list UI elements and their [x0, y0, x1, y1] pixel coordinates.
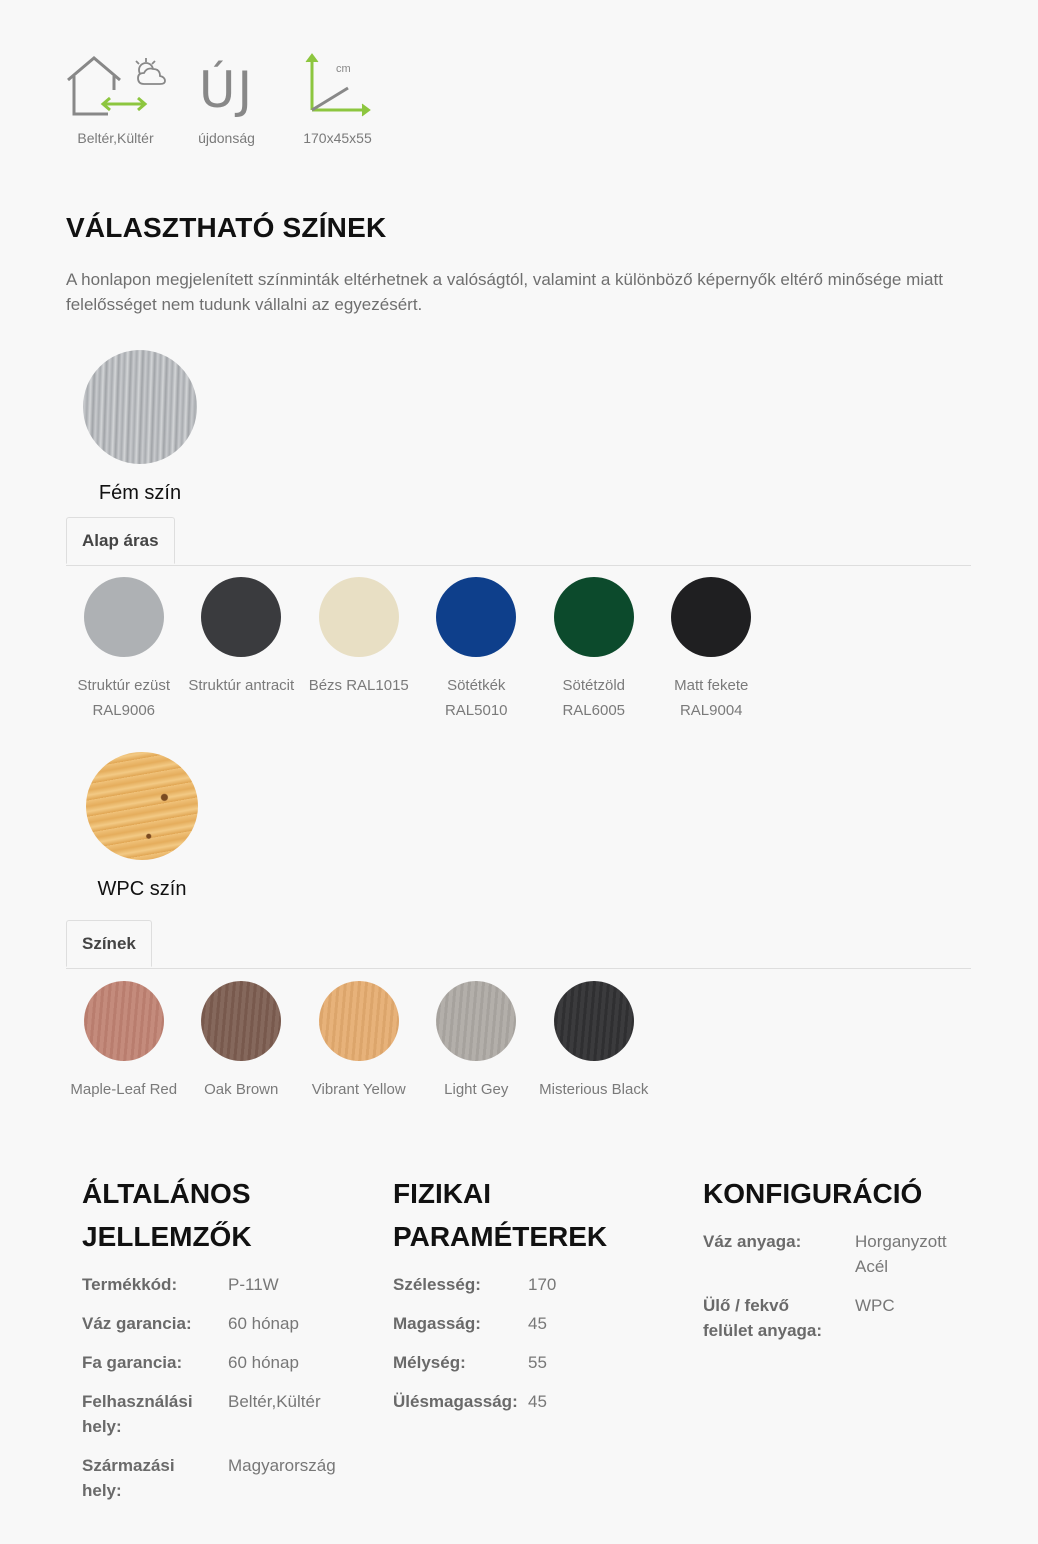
swatch-circle[interactable] — [671, 577, 751, 657]
spec-row: Mélység: 55 — [393, 1353, 547, 1372]
spec-row: Váz anyaga: Horganyzott Acél — [703, 1232, 947, 1276]
feature-new — [171, 40, 282, 146]
swatch-maple-leaf-red[interactable] — [65, 981, 183, 1102]
metal-texture-swatch — [83, 350, 197, 464]
swatch-struktur-ezust[interactable] — [65, 577, 183, 723]
swatch-circle[interactable] — [436, 577, 516, 657]
tab-alap-aras[interactable]: Alap áras — [66, 517, 175, 564]
swatch-sotetzold[interactable] — [535, 577, 653, 723]
dimensions-axes-icon — [298, 48, 378, 118]
swatch-struktur-antracit[interactable] — [183, 577, 301, 723]
colors-disclaimer: A honlapon megjelenített színminták eltérhetnek a valóságtól, valamint a különböző képernyők eltérő minősége miatt felelősséget nem tudunk vállalni az egyezésért. — [66, 270, 943, 314]
spec-row: Váz garancia: 60 hónap — [82, 1314, 299, 1333]
swatch-name: Oak Brown — [204, 1081, 279, 1098]
swatch-code: RAL9006 — [92, 702, 156, 719]
colors-section-title: VÁLASZTHATÓ SZÍNEK — [66, 212, 387, 243]
swatch-bezs[interactable] — [300, 577, 418, 723]
swatch-name: Light Gey — [444, 1081, 509, 1098]
wpc-swatches — [65, 981, 653, 1102]
swatch-name: Bézs RAL1015 — [308, 677, 409, 694]
swatch-name: Sötétkék — [447, 677, 506, 694]
spec-row: Termékkód: P-11W — [82, 1275, 279, 1294]
swatch-circle[interactable] — [554, 981, 634, 1061]
feature-label: újdonság — [198, 130, 255, 146]
swatch-code: RAL6005 — [562, 702, 626, 719]
swatch-circle[interactable] — [84, 577, 164, 657]
swatch-circle[interactable] — [84, 981, 164, 1061]
feature-icons — [60, 40, 393, 146]
swatch-code: RAL5010 — [444, 702, 508, 719]
metal-tabs — [66, 517, 971, 566]
swatch-circle[interactable] — [319, 577, 399, 657]
spec-general-title: ÁLTALÁNOS JELLEMZŐK — [82, 1178, 252, 1252]
spec-row: Ülésmagasság: 45 — [393, 1392, 547, 1411]
metal-color-name: Fém szín — [98, 482, 182, 504]
swatch-vibrant-yellow[interactable] — [300, 981, 418, 1102]
swatch-circle[interactable] — [201, 981, 281, 1061]
unit-label: cm — [335, 63, 351, 75]
swatch-circle[interactable] — [436, 981, 516, 1061]
swatch-circle[interactable] — [201, 577, 281, 657]
swatch-light-grey[interactable] — [418, 981, 536, 1102]
swatch-name: Matt fekete — [674, 677, 749, 694]
swatch-code: RAL9004 — [679, 702, 743, 719]
feature-indoor-outdoor — [60, 40, 171, 146]
wpc-color-name: WPC szín — [97, 878, 187, 900]
swatch-misterious-black[interactable] — [535, 981, 653, 1102]
tab-szinek[interactable]: Színek — [66, 920, 152, 967]
spec-row: Felhasználási hely: Beltér,Kültér — [82, 1392, 321, 1436]
spec-physical — [393, 1172, 693, 1428]
spec-config-title: KONFIGURÁCIÓ — [703, 1178, 923, 1209]
wpc-color-group — [80, 752, 204, 901]
spec-row: Magasság: 45 — [393, 1314, 547, 1333]
metal-color-group — [83, 350, 197, 505]
spec-row: Ülő / fekvő felület anyaga: WPC — [703, 1296, 895, 1340]
feature-dimensions — [282, 40, 393, 146]
swatch-name: Struktúr antracit — [188, 677, 295, 694]
spec-general — [82, 1172, 382, 1517]
wpc-texture-swatch — [86, 752, 198, 860]
swatch-sotetkek[interactable] — [418, 577, 536, 723]
swatch-matt-fekete[interactable] — [653, 577, 771, 723]
spec-row: Szélesség: 170 — [393, 1275, 557, 1294]
swatch-name: Maple-Leaf Red — [70, 1081, 178, 1098]
spec-row: Fa garancia: 60 hónap — [82, 1353, 299, 1372]
swatch-name: Vibrant Yellow — [311, 1081, 406, 1098]
swatch-circle[interactable] — [319, 981, 399, 1061]
feature-label: 170x45x55 — [303, 130, 372, 146]
swatch-oak-brown[interactable] — [183, 981, 301, 1102]
swatch-circle[interactable] — [554, 577, 634, 657]
indoor-outdoor-house-icon — [64, 52, 168, 118]
spec-config — [703, 1172, 1003, 1357]
spec-physical-title: FIZIKAI PARAMÉTEREK — [393, 1178, 608, 1252]
feature-label: Beltér,Kültér — [77, 130, 154, 146]
spec-row: Származási hely: Magyarország — [82, 1456, 336, 1500]
swatch-name: Struktúr ezüst — [77, 677, 171, 694]
swatch-name: Sötétzöld — [562, 677, 626, 694]
new-uj-icon: ÚJ — [198, 61, 255, 119]
wpc-tabs — [66, 920, 971, 969]
swatch-name: Misterious Black — [539, 1081, 649, 1098]
metal-swatches — [65, 577, 770, 723]
